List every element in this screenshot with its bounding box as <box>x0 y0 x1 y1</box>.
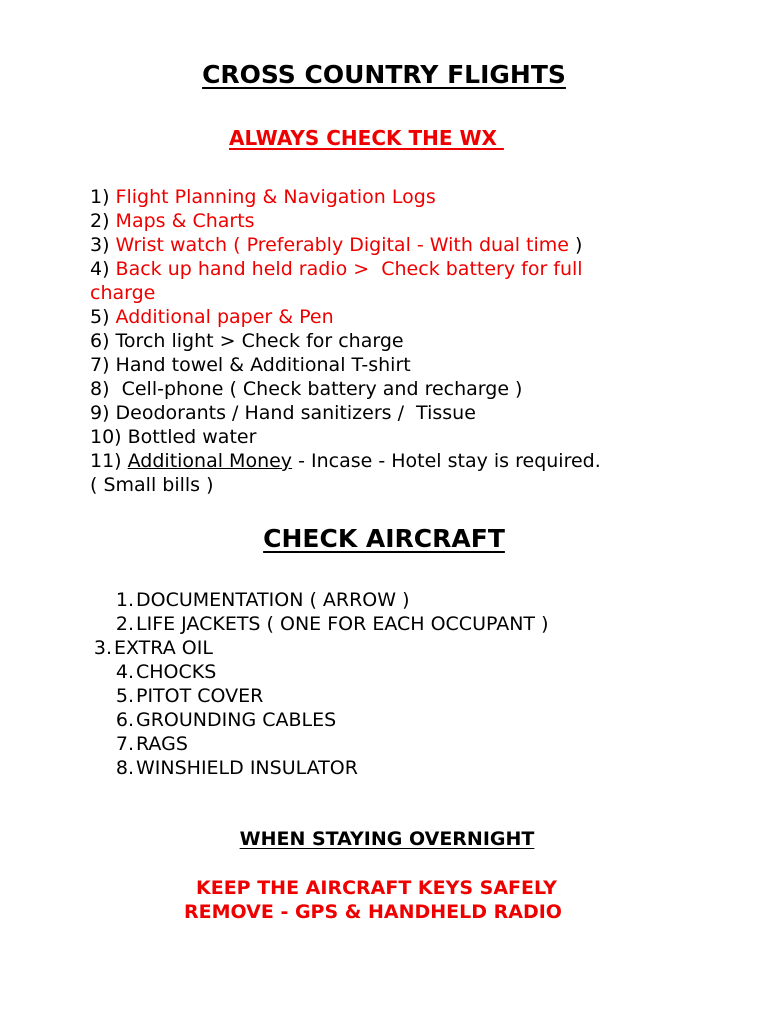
aircraft-item <box>90 684 549 708</box>
aircraft-item-number: 1. <box>115 589 134 611</box>
checklist-number: 5) <box>90 306 116 328</box>
checklist-line <box>90 257 601 281</box>
overnight-heading: WHEN STAYING OVERNIGHT <box>239 828 535 850</box>
aircraft-item-number: 8. <box>115 757 134 779</box>
checklist-text: ( Small bills ) <box>90 474 214 496</box>
checklist-line <box>90 329 601 353</box>
checklist-line <box>90 425 601 449</box>
weather-reminder: ALWAYS CHECK THE WX <box>229 126 504 150</box>
checklist-number: 3) <box>90 234 116 256</box>
checklist-text: Wrist watch ( Preferably Digital - With dual time <box>115 234 575 256</box>
overnight-line-keys: KEEP THE AIRCRAFT KEYS SAFELY <box>196 877 557 899</box>
page-title: CROSS COUNTRY FLIGHTS <box>202 60 566 89</box>
checklist-number: 4) <box>90 258 116 280</box>
checklist-text: Cell-phone ( Check battery and recharge ) <box>115 378 523 400</box>
aircraft-item <box>90 708 549 732</box>
aircraft-item-number: 3. <box>93 637 112 659</box>
checklist-text: - Incase - Hotel stay is required. <box>292 450 601 472</box>
checklist-line <box>90 377 601 401</box>
aircraft-item-text: RAGS <box>136 733 188 755</box>
checklist-line <box>90 353 601 377</box>
aircraft-item <box>90 636 549 660</box>
checklist-number: 1) <box>90 186 116 208</box>
checklist-text: ) <box>575 234 583 256</box>
checklist-line <box>90 305 601 329</box>
aircraft-item-number: 7. <box>115 733 134 755</box>
checklist-number: 6) <box>90 330 116 352</box>
checklist-number: 10) <box>90 426 128 448</box>
checklist-line <box>90 185 601 209</box>
aircraft-item-text: DOCUMENTATION ( ARROW ) <box>136 589 410 611</box>
checklist-text: Flight Planning & Navigation Logs <box>115 186 436 208</box>
aircraft-heading: CHECK AIRCRAFT <box>263 524 505 553</box>
checklist-line <box>90 401 601 425</box>
aircraft-item-text: GROUNDING CABLES <box>136 709 337 731</box>
checklist-text: Maps & Charts <box>115 210 255 232</box>
checklist-line <box>90 473 601 497</box>
aircraft-item <box>90 660 549 684</box>
checklist-number: 8) <box>90 378 116 400</box>
aircraft-item-number: 5. <box>115 685 134 707</box>
aircraft-item-text: CHOCKS <box>136 661 217 683</box>
checklist-line <box>90 281 601 305</box>
checklist-number: 7) <box>90 354 116 376</box>
aircraft-item-text: LIFE JACKETS ( ONE FOR EACH OCCUPANT ) <box>136 613 549 635</box>
aircraft-item-text: EXTRA OIL <box>114 637 213 659</box>
general-checklist <box>90 185 601 497</box>
checklist-number: 9) <box>90 402 116 424</box>
aircraft-item <box>90 756 549 780</box>
checklist-text: Deodorants / Hand sanitizers / Tissue <box>115 402 476 424</box>
checklist-text: Back up hand held radio > Check battery for full <box>115 258 583 280</box>
checklist-text: Additional paper & Pen <box>115 306 334 328</box>
aircraft-item-number: 6. <box>115 709 134 731</box>
aircraft-checklist <box>90 588 549 780</box>
checklist-text: Additional Money <box>127 450 293 472</box>
checklist-text: Hand towel & Additional T-shirt <box>115 354 411 376</box>
checklist-line <box>90 209 601 233</box>
checklist-line <box>90 233 601 257</box>
aircraft-item-text: PITOT COVER <box>136 685 264 707</box>
aircraft-item <box>90 732 549 756</box>
aircraft-item-number: 4. <box>115 661 134 683</box>
aircraft-item-text: WINSHIELD INSULATOR <box>136 757 358 779</box>
checklist-number: 2) <box>90 210 116 232</box>
checklist-number: 11) <box>90 450 128 472</box>
aircraft-item <box>90 588 549 612</box>
checklist-line <box>90 449 601 473</box>
checklist-text: Bottled water <box>127 426 257 448</box>
checklist-text: Torch light > Check for charge <box>115 330 404 352</box>
aircraft-item <box>90 612 549 636</box>
overnight-line-remove: REMOVE - GPS & HANDHELD RADIO <box>184 901 562 923</box>
aircraft-item-number: 2. <box>115 613 134 635</box>
checklist-text: charge <box>90 282 156 304</box>
